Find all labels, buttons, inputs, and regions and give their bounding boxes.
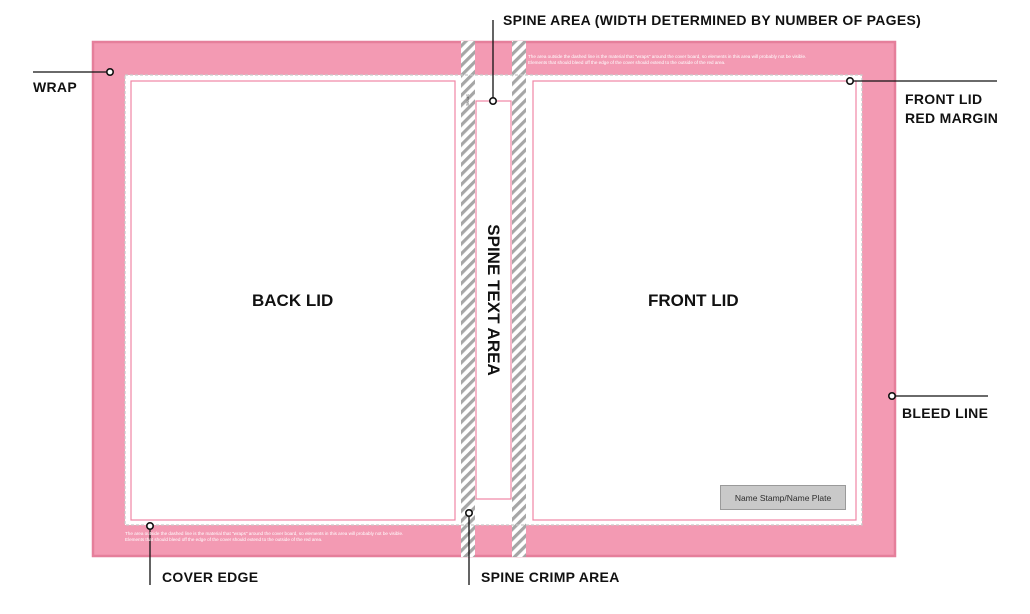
- wrap-note-bottom-line2: Elements that should bleed off the edge of the cover should extend to the outside of the red area.: [125, 537, 323, 542]
- callout-front-lid-red-margin: [905, 90, 998, 128]
- wrap-note-bottom-line1: The area outside the dashed line is the material that "wraps" around the cover board, so elements in this area will probably not be visible.: [125, 531, 404, 536]
- wrap-note-top-line1: The area outside the dashed line is the material that "wraps" around the cover board, so elements in this area will probably not be visible.: [528, 54, 807, 59]
- spine-text-label: SPINE TEXT AREA: [484, 224, 503, 376]
- front-lid-label: FRONT LID: [648, 291, 739, 310]
- spine-crimp-right-inner: [512, 75, 526, 525]
- back-lid-label: BACK LID: [252, 291, 334, 310]
- wrap-note-top: [528, 54, 806, 66]
- callout-dot-cover-edge: [147, 523, 153, 529]
- callout-dot-bleed: [889, 393, 895, 399]
- callout-spine-crimp-area: SPINE CRIMP AREA: [481, 569, 620, 585]
- callout-dot-red-margin: [847, 78, 853, 84]
- name-stamp-plate: [720, 485, 846, 510]
- callout-dot-crimp: [466, 510, 472, 516]
- spine-crimp-left-inner: [461, 75, 475, 525]
- wrap-note-bottom: [125, 531, 403, 543]
- callout-spine-area: SPINE AREA (WIDTH DETERMINED BY NUMBER OF PAGES): [503, 12, 922, 28]
- wrap-note-top-line2: Elements that should bleed off the edge of the cover should extend to the outside of the red area.: [528, 60, 726, 65]
- callout-front-lid-red-margin-line1: FRONT LID: [905, 91, 983, 107]
- callout-dot-spine-area: [490, 98, 496, 104]
- callout-wrap: WRAP: [33, 79, 77, 95]
- name-stamp-label: Name Stamp/Name Plate: [734, 492, 832, 503]
- spine-small-label: SPINE: [465, 93, 471, 107]
- callout-front-lid-red-margin-line2: RED MARGIN: [905, 110, 999, 126]
- callout-bleed-line: BLEED LINE: [902, 405, 989, 421]
- callout-cover-edge: COVER EDGE: [162, 569, 259, 585]
- callout-dot-wrap: [107, 69, 113, 75]
